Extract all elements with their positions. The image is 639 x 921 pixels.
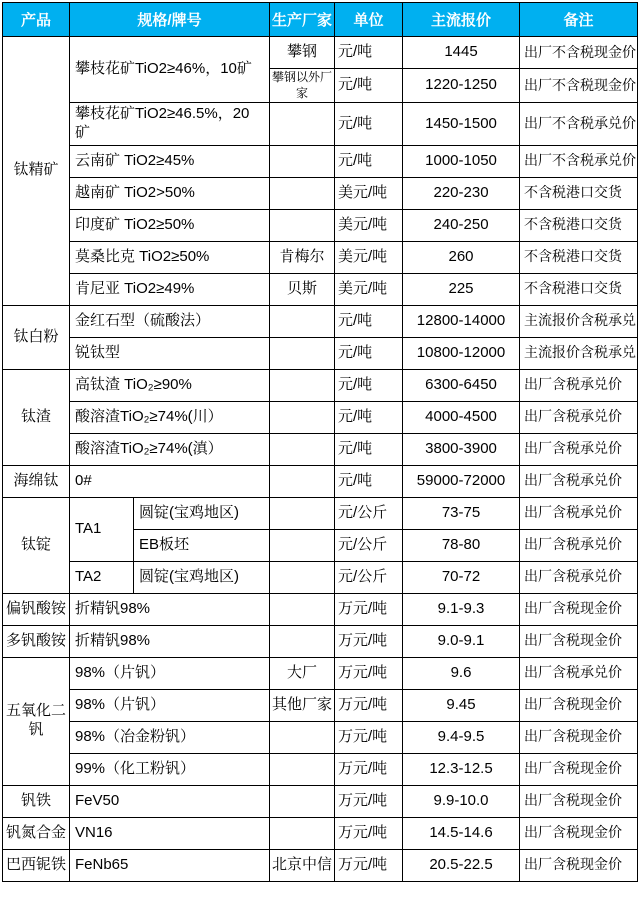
table-row (3, 657, 638, 689)
table-row (3, 369, 638, 401)
table-row (3, 103, 638, 146)
spec-cell: FeV50 (70, 785, 270, 817)
manufacturer-cell (270, 305, 335, 337)
spec-cell: 99%（化工粉钒） (70, 753, 270, 785)
unit-cell: 元/吨 (335, 69, 403, 103)
manufacturer-cell (270, 817, 335, 849)
manufacturer-cell (270, 337, 335, 369)
manufacturer-cell (270, 625, 335, 657)
manufacturer-cell (270, 497, 335, 529)
col-header-product: 产品 (3, 3, 70, 37)
spec-cell: 攀枝花矿TiO2≥46%，10矿 (70, 37, 270, 103)
unit-cell: 元/吨 (335, 465, 403, 497)
price-cell: 9.9-10.0 (403, 785, 520, 817)
spec-cell: 肯尼亚 TiO2≥49% (70, 273, 270, 305)
spec-cell: 98%（片钒） (70, 689, 270, 721)
table-row (3, 401, 638, 433)
col-header-note: 备注 (520, 3, 638, 37)
unit-cell: 美元/吨 (335, 273, 403, 305)
manufacturer-cell (270, 593, 335, 625)
unit-cell: 元/吨 (335, 145, 403, 177)
unit-cell: 万元/吨 (335, 721, 403, 753)
manufacturer-cell (270, 721, 335, 753)
unit-cell: 美元/吨 (335, 209, 403, 241)
spec-cell: 98%（片钒） (70, 657, 270, 689)
header-row (3, 3, 638, 37)
note-cell: 主流报价含税承兑 (520, 337, 638, 369)
product-cell: 钛精矿 (3, 37, 70, 306)
unit-cell: 元/吨 (335, 37, 403, 69)
price-cell: 1450-1500 (403, 103, 520, 146)
note-cell: 出厂含税承兑价 (520, 401, 638, 433)
note-cell: 不含税港口交货 (520, 241, 638, 273)
unit-cell: 万元/吨 (335, 785, 403, 817)
spec-cell: 云南矿 TiO2≥45% (70, 145, 270, 177)
spec-cell: 锐钛型 (70, 337, 270, 369)
manufacturer-cell (270, 401, 335, 433)
note-cell: 出厂含税承兑价 (520, 465, 638, 497)
note-cell: 出厂不含税现金价 (520, 37, 638, 69)
note-cell: 不含税港口交货 (520, 209, 638, 241)
grade-cell: TA2 (70, 561, 134, 593)
price-cell: 6300-6450 (403, 369, 520, 401)
manufacturer-cell (270, 209, 335, 241)
manufacturer-cell (270, 753, 335, 785)
table-row (3, 305, 638, 337)
price-cell: 70-72 (403, 561, 520, 593)
price-cell: 10800-12000 (403, 337, 520, 369)
manufacturer-cell (270, 177, 335, 209)
table-row (3, 273, 638, 305)
table-row (3, 561, 638, 593)
note-cell: 主流报价含税承兑 (520, 305, 638, 337)
note-cell: 出厂含税现金价 (520, 849, 638, 881)
table-row (3, 433, 638, 465)
unit-cell: 元/吨 (335, 433, 403, 465)
price-cell: 73-75 (403, 497, 520, 529)
note-cell: 出厂含税现金价 (520, 689, 638, 721)
product-cell: 钒铁 (3, 785, 70, 817)
col-header-manufacturer: 生产厂家 (270, 3, 335, 37)
unit-cell: 元/吨 (335, 305, 403, 337)
spec-cell: 圆锭(宝鸡地区) (134, 561, 270, 593)
manufacturer-cell (270, 785, 335, 817)
spec-cell: 酸溶渣TiO₂≥74%(川） (70, 401, 270, 433)
product-cell: 偏钒酸铵 (3, 593, 70, 625)
price-cell: 1000-1050 (403, 145, 520, 177)
price-cell: 9.45 (403, 689, 520, 721)
product-cell: 钒氮合金 (3, 817, 70, 849)
price-cell: 220-230 (403, 177, 520, 209)
price-cell: 260 (403, 241, 520, 273)
unit-cell: 万元/吨 (335, 817, 403, 849)
table-row (3, 241, 638, 273)
spec-cell: 莫桑比克 TiO2≥50% (70, 241, 270, 273)
spec-cell: 酸溶渣TiO₂≥74%(滇） (70, 433, 270, 465)
price-cell: 9.6 (403, 657, 520, 689)
table-row (3, 145, 638, 177)
manufacturer-cell: 攀钢以外厂家 (270, 69, 335, 103)
unit-cell: 元/吨 (335, 369, 403, 401)
product-cell: 巴西铌铁 (3, 849, 70, 881)
note-cell: 出厂含税现金价 (520, 625, 638, 657)
price-cell: 78-80 (403, 529, 520, 561)
note-cell: 出厂含税现金价 (520, 785, 638, 817)
product-cell: 五氧化二钒 (3, 657, 70, 785)
unit-cell: 万元/吨 (335, 593, 403, 625)
price-cell: 9.0-9.1 (403, 625, 520, 657)
price-cell: 12.3-12.5 (403, 753, 520, 785)
table-row (3, 37, 638, 69)
unit-cell: 元/吨 (335, 103, 403, 146)
price-cell: 59000-72000 (403, 465, 520, 497)
table-row (3, 625, 638, 657)
spec-cell: 金红石型（硫酸法） (70, 305, 270, 337)
manufacturer-cell (270, 369, 335, 401)
col-header-spec: 规格/牌号 (70, 3, 270, 37)
price-cell: 1445 (403, 37, 520, 69)
col-header-price: 主流报价 (403, 3, 520, 37)
product-cell: 钛锭 (3, 497, 70, 593)
spec-cell: FeNb65 (70, 849, 270, 881)
note-cell: 出厂含税现金价 (520, 817, 638, 849)
price-cell: 4000-4500 (403, 401, 520, 433)
unit-cell: 美元/吨 (335, 241, 403, 273)
spec-cell: 折精钒98% (70, 625, 270, 657)
price-table (2, 2, 638, 882)
product-cell: 钛渣 (3, 369, 70, 465)
manufacturer-cell: 北京中信 (270, 849, 335, 881)
table-row (3, 753, 638, 785)
unit-cell: 元/吨 (335, 401, 403, 433)
price-cell: 1220-1250 (403, 69, 520, 103)
spec-cell: 印度矿 TiO2≥50% (70, 209, 270, 241)
manufacturer-cell (270, 529, 335, 561)
note-cell: 出厂含税承兑价 (520, 657, 638, 689)
price-cell: 225 (403, 273, 520, 305)
table-row (3, 721, 638, 753)
table-row (3, 465, 638, 497)
spec-cell: 高钛渣 TiO₂≥90% (70, 369, 270, 401)
price-cell: 20.5-22.5 (403, 849, 520, 881)
unit-cell: 元/公斤 (335, 497, 403, 529)
product-cell: 多钒酸铵 (3, 625, 70, 657)
spec-cell: 圆锭(宝鸡地区) (134, 497, 270, 529)
note-cell: 出厂含税承兑价 (520, 433, 638, 465)
note-cell: 出厂含税承兑价 (520, 497, 638, 529)
unit-cell: 万元/吨 (335, 689, 403, 721)
manufacturer-cell: 肯梅尔 (270, 241, 335, 273)
note-cell: 出厂含税承兑价 (520, 561, 638, 593)
note-cell: 出厂含税现金价 (520, 753, 638, 785)
price-cell: 9.4-9.5 (403, 721, 520, 753)
note-cell: 出厂含税现金价 (520, 721, 638, 753)
spec-cell: 98%（冶金粉钒） (70, 721, 270, 753)
table-row (3, 689, 638, 721)
spec-cell: VN16 (70, 817, 270, 849)
manufacturer-cell: 其他厂家 (270, 689, 335, 721)
price-cell: 3800-3900 (403, 433, 520, 465)
table-row (3, 209, 638, 241)
note-cell: 出厂不含税承兑价 (520, 145, 638, 177)
spec-cell: 0# (70, 465, 270, 497)
unit-cell: 万元/吨 (335, 657, 403, 689)
note-cell: 出厂含税承兑价 (520, 369, 638, 401)
manufacturer-cell (270, 433, 335, 465)
table-row (3, 497, 638, 529)
price-cell: 14.5-14.6 (403, 817, 520, 849)
table-row (3, 785, 638, 817)
col-header-unit: 单位 (335, 3, 403, 37)
manufacturer-cell: 攀钢 (270, 37, 335, 69)
unit-cell: 美元/吨 (335, 177, 403, 209)
price-cell: 9.1-9.3 (403, 593, 520, 625)
note-cell: 出厂不含税承兑价 (520, 103, 638, 146)
product-cell: 海绵钛 (3, 465, 70, 497)
unit-cell: 万元/吨 (335, 849, 403, 881)
price-cell: 12800-14000 (403, 305, 520, 337)
table-row (3, 593, 638, 625)
spec-cell: EB板坯 (134, 529, 270, 561)
spec-cell: 越南矿 TiO2>50% (70, 177, 270, 209)
unit-cell: 万元/吨 (335, 625, 403, 657)
manufacturer-cell (270, 465, 335, 497)
note-cell: 出厂含税现金价 (520, 593, 638, 625)
unit-cell: 元/公斤 (335, 561, 403, 593)
grade-cell: TA1 (70, 497, 134, 561)
unit-cell: 元/吨 (335, 337, 403, 369)
unit-cell: 元/公斤 (335, 529, 403, 561)
table-row (3, 849, 638, 881)
table-row (3, 177, 638, 209)
note-cell: 不含税港口交货 (520, 177, 638, 209)
note-cell: 出厂含税承兑价 (520, 529, 638, 561)
table-row (3, 817, 638, 849)
note-cell: 出厂不含税现金价 (520, 69, 638, 103)
manufacturer-cell (270, 561, 335, 593)
note-cell: 不含税港口交货 (520, 273, 638, 305)
manufacturer-cell (270, 103, 335, 146)
manufacturer-cell: 贝斯 (270, 273, 335, 305)
table-row (3, 337, 638, 369)
manufacturer-cell: 大厂 (270, 657, 335, 689)
manufacturer-cell (270, 145, 335, 177)
spec-cell: 折精钒98% (70, 593, 270, 625)
price-cell: 240-250 (403, 209, 520, 241)
product-cell: 钛白粉 (3, 305, 70, 369)
unit-cell: 万元/吨 (335, 753, 403, 785)
spec-cell: 攀枝花矿TiO2≥46.5%，20矿 (70, 103, 270, 146)
